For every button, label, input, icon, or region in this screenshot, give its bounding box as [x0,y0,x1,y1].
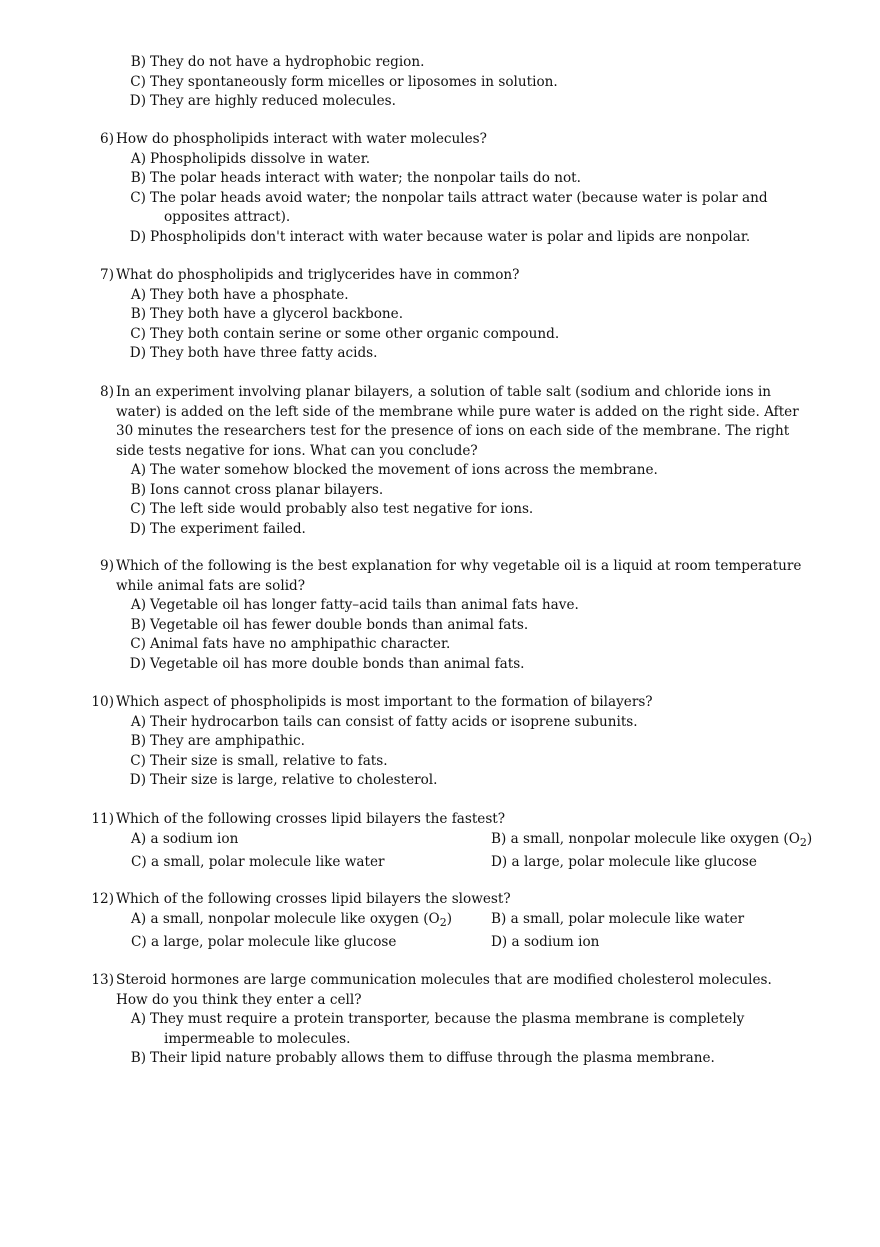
option-label: D) [129,345,146,361]
question-11 [0,810,880,876]
option-label: B) [491,910,507,927]
option-text: The left side would probably also test negative for ions. [150,501,534,517]
option-d [0,228,880,248]
option-b [0,53,880,73]
option-a [0,286,880,306]
option-text: Ions cannot cross planar bilayers. [150,481,384,498]
option-b [0,732,880,752]
option-b [491,910,821,933]
option-text: Phospholipids don't interact with water because water is polar and lipids are nonpolar. [150,228,751,245]
option-b [0,481,880,501]
option-text: a small, polar molecule like water [510,910,745,927]
option-text: They both contain serine or some other organic compound. [150,325,560,342]
option-a [0,713,880,733]
option-text: They are highly reduced molecules. [150,93,396,109]
option-label: C) [130,325,146,342]
option-label: A) [131,910,147,927]
option-text: a small, polar molecule like water [151,853,385,870]
option-text: Their size is large, relative to cholesterol. [150,772,438,788]
option-label: A) [130,286,146,303]
option-text: Vegetable oil has fewer double bonds than animal fats. [150,616,529,633]
option-text: Their size is small, relative to fats. [150,752,388,769]
question-12 [0,890,880,956]
option-text: a small, nonpolar molecule like oxygen (O [150,910,440,927]
option-c [0,752,880,772]
option-d [0,92,880,112]
question-stem [0,383,880,461]
option-text: a sodium ion [150,830,239,847]
option-text: They both have three fatty acids. [150,345,378,361]
option-label: D) [129,772,146,788]
question-6 [0,130,880,247]
option-text: Vegetable oil has longer fatty–acid tails than animal fats have. [150,597,579,613]
question-7 [0,266,880,364]
option-label: C) [130,501,146,517]
question-stem [0,971,880,1010]
question-number: 8) [100,384,114,400]
option-label: C) [130,636,146,652]
option-label: A) [130,597,146,613]
option-label: C) [130,752,146,769]
option-label: B) [130,1050,146,1066]
subscript: 2 [439,915,447,929]
option-c [0,500,880,520]
option-label: D) [129,655,146,672]
option-label: B) [130,306,146,322]
option-c [0,635,880,655]
option-text: The experiment failed. [150,520,306,537]
option-b [0,169,880,189]
option-text: a large, polar molecule like glucose [511,853,757,870]
question-text: Which of the following crosses lipid bilayers the fastest? [116,811,506,827]
option-d [491,933,821,956]
option-text: They spontaneously form micelles or liposomes in solution. [150,73,558,90]
question-13 [0,971,880,1069]
option-label: C) [131,933,147,950]
option-text: a small, nonpolar molecule like oxygen (O [510,830,800,847]
option-text: They both have a phosphate. [150,286,349,303]
option-d [491,853,821,876]
question-number: 12) [91,891,114,907]
subscript: 2 [799,835,807,849]
option-label: A) [130,150,146,167]
option-label: A) [130,462,146,478]
question-text: Which of the following is the best explanation for why vegetable oil is a liquid at room temperature while animal fats are solid? [116,558,802,594]
option-d [0,771,880,791]
option-text: a large, polar molecule like glucose [151,933,397,950]
option-c [0,73,880,93]
option-text: They must require a protein transporter, because the plasma membrane is completely impermeable to molecules. [150,1011,745,1047]
question-number: 10) [91,694,114,710]
question-number: 13) [91,972,114,988]
question-number: 6) [100,131,114,147]
option-b [0,305,880,325]
question-8 [0,383,880,539]
question-10 [0,693,880,791]
option-c [131,853,491,876]
option-label: D) [129,520,146,537]
option-label: B) [130,733,146,749]
option-a [0,596,880,616]
option-label: B) [130,481,146,498]
question-stem [0,557,880,596]
option-label: D) [129,93,146,109]
question-stem [0,130,880,150]
option-text: Their hydrocarbon tails can consist of fatty acids or isoprene subunits. [150,713,638,730]
option-c [131,933,491,956]
option-text: They do not have a hydrophobic region. [150,54,425,70]
question-text: Which of the following crosses lipid bilayers the slowest? [116,891,511,907]
question-stem [0,890,880,910]
option-label: B) [130,616,146,633]
option-label: B) [491,830,507,847]
option-text: Animal fats have no amphipathic character. [150,636,451,652]
question-text: What do phospholipids and triglycerides have in common? [116,267,520,283]
option-a [131,910,491,933]
question-5-continuation [0,53,880,112]
option-b [491,830,821,853]
question-stem [0,693,880,713]
option-a [0,1010,880,1049]
options-grid [131,910,880,956]
option-c [0,189,880,228]
question-text: Steroid hormones are large communication molecules that are modified cholesterol molecules. How do you think they enter a cell? [116,972,772,1008]
option-a [0,150,880,170]
option-d [0,655,880,675]
option-label: C) [130,189,146,206]
question-9 [0,557,880,674]
question-text: Which aspect of phospholipids is most important to the formation of bilayers? [116,694,653,710]
option-a [0,461,880,481]
option-label: C) [131,853,147,870]
option-text-end: ) [446,910,452,927]
option-b [0,1049,880,1069]
option-label: C) [130,73,146,90]
question-number: 11) [91,811,114,827]
question-stem [0,266,880,286]
option-text: The water somehow blocked the movement of ions across the membrane. [150,462,658,478]
option-label: D) [491,853,508,870]
option-label: B) [130,54,146,70]
option-c [0,325,880,345]
option-label: A) [130,1011,146,1027]
option-label: B) [130,170,146,186]
question-stem [0,810,880,830]
option-label: D) [129,228,146,245]
question-number: 7) [100,267,114,283]
option-a [131,830,491,853]
option-label: D) [491,933,508,950]
option-text: They both have a glycerol backbone. [150,306,404,322]
option-text: Phospholipids dissolve in water. [150,150,371,167]
question-number: 9) [100,558,114,574]
option-b [0,616,880,636]
option-text: They are amphipathic. [150,733,305,749]
option-text: Their lipid nature probably allows them to diffuse through the plasma membrane. [150,1050,715,1066]
option-text-end: ) [806,830,813,847]
option-text: The polar heads avoid water; the nonpolar tails attract water (because water is polar and opposites attract). [150,189,768,225]
option-text: The polar heads interact with water; the nonpolar tails do not. [150,170,581,186]
option-text: Vegetable oil has more double bonds than animal fats. [150,655,525,672]
option-d [0,344,880,364]
question-text: How do phospholipids interact with water molecules? [116,131,487,147]
option-text: a sodium ion [511,933,600,950]
option-d [0,520,880,540]
options-grid [131,830,880,876]
option-label: A) [131,830,147,847]
option-label: A) [130,713,146,730]
question-text: In an experiment involving planar bilayers, a solution of table salt (sodium and chloride ions in water) is added on the left side of the membrane while pure water is added on the right side. After 30 minutes the researchers test for the presence of ions on each side of the membrane. The right side tests negative for ions. What can you conclude? [116,384,799,459]
